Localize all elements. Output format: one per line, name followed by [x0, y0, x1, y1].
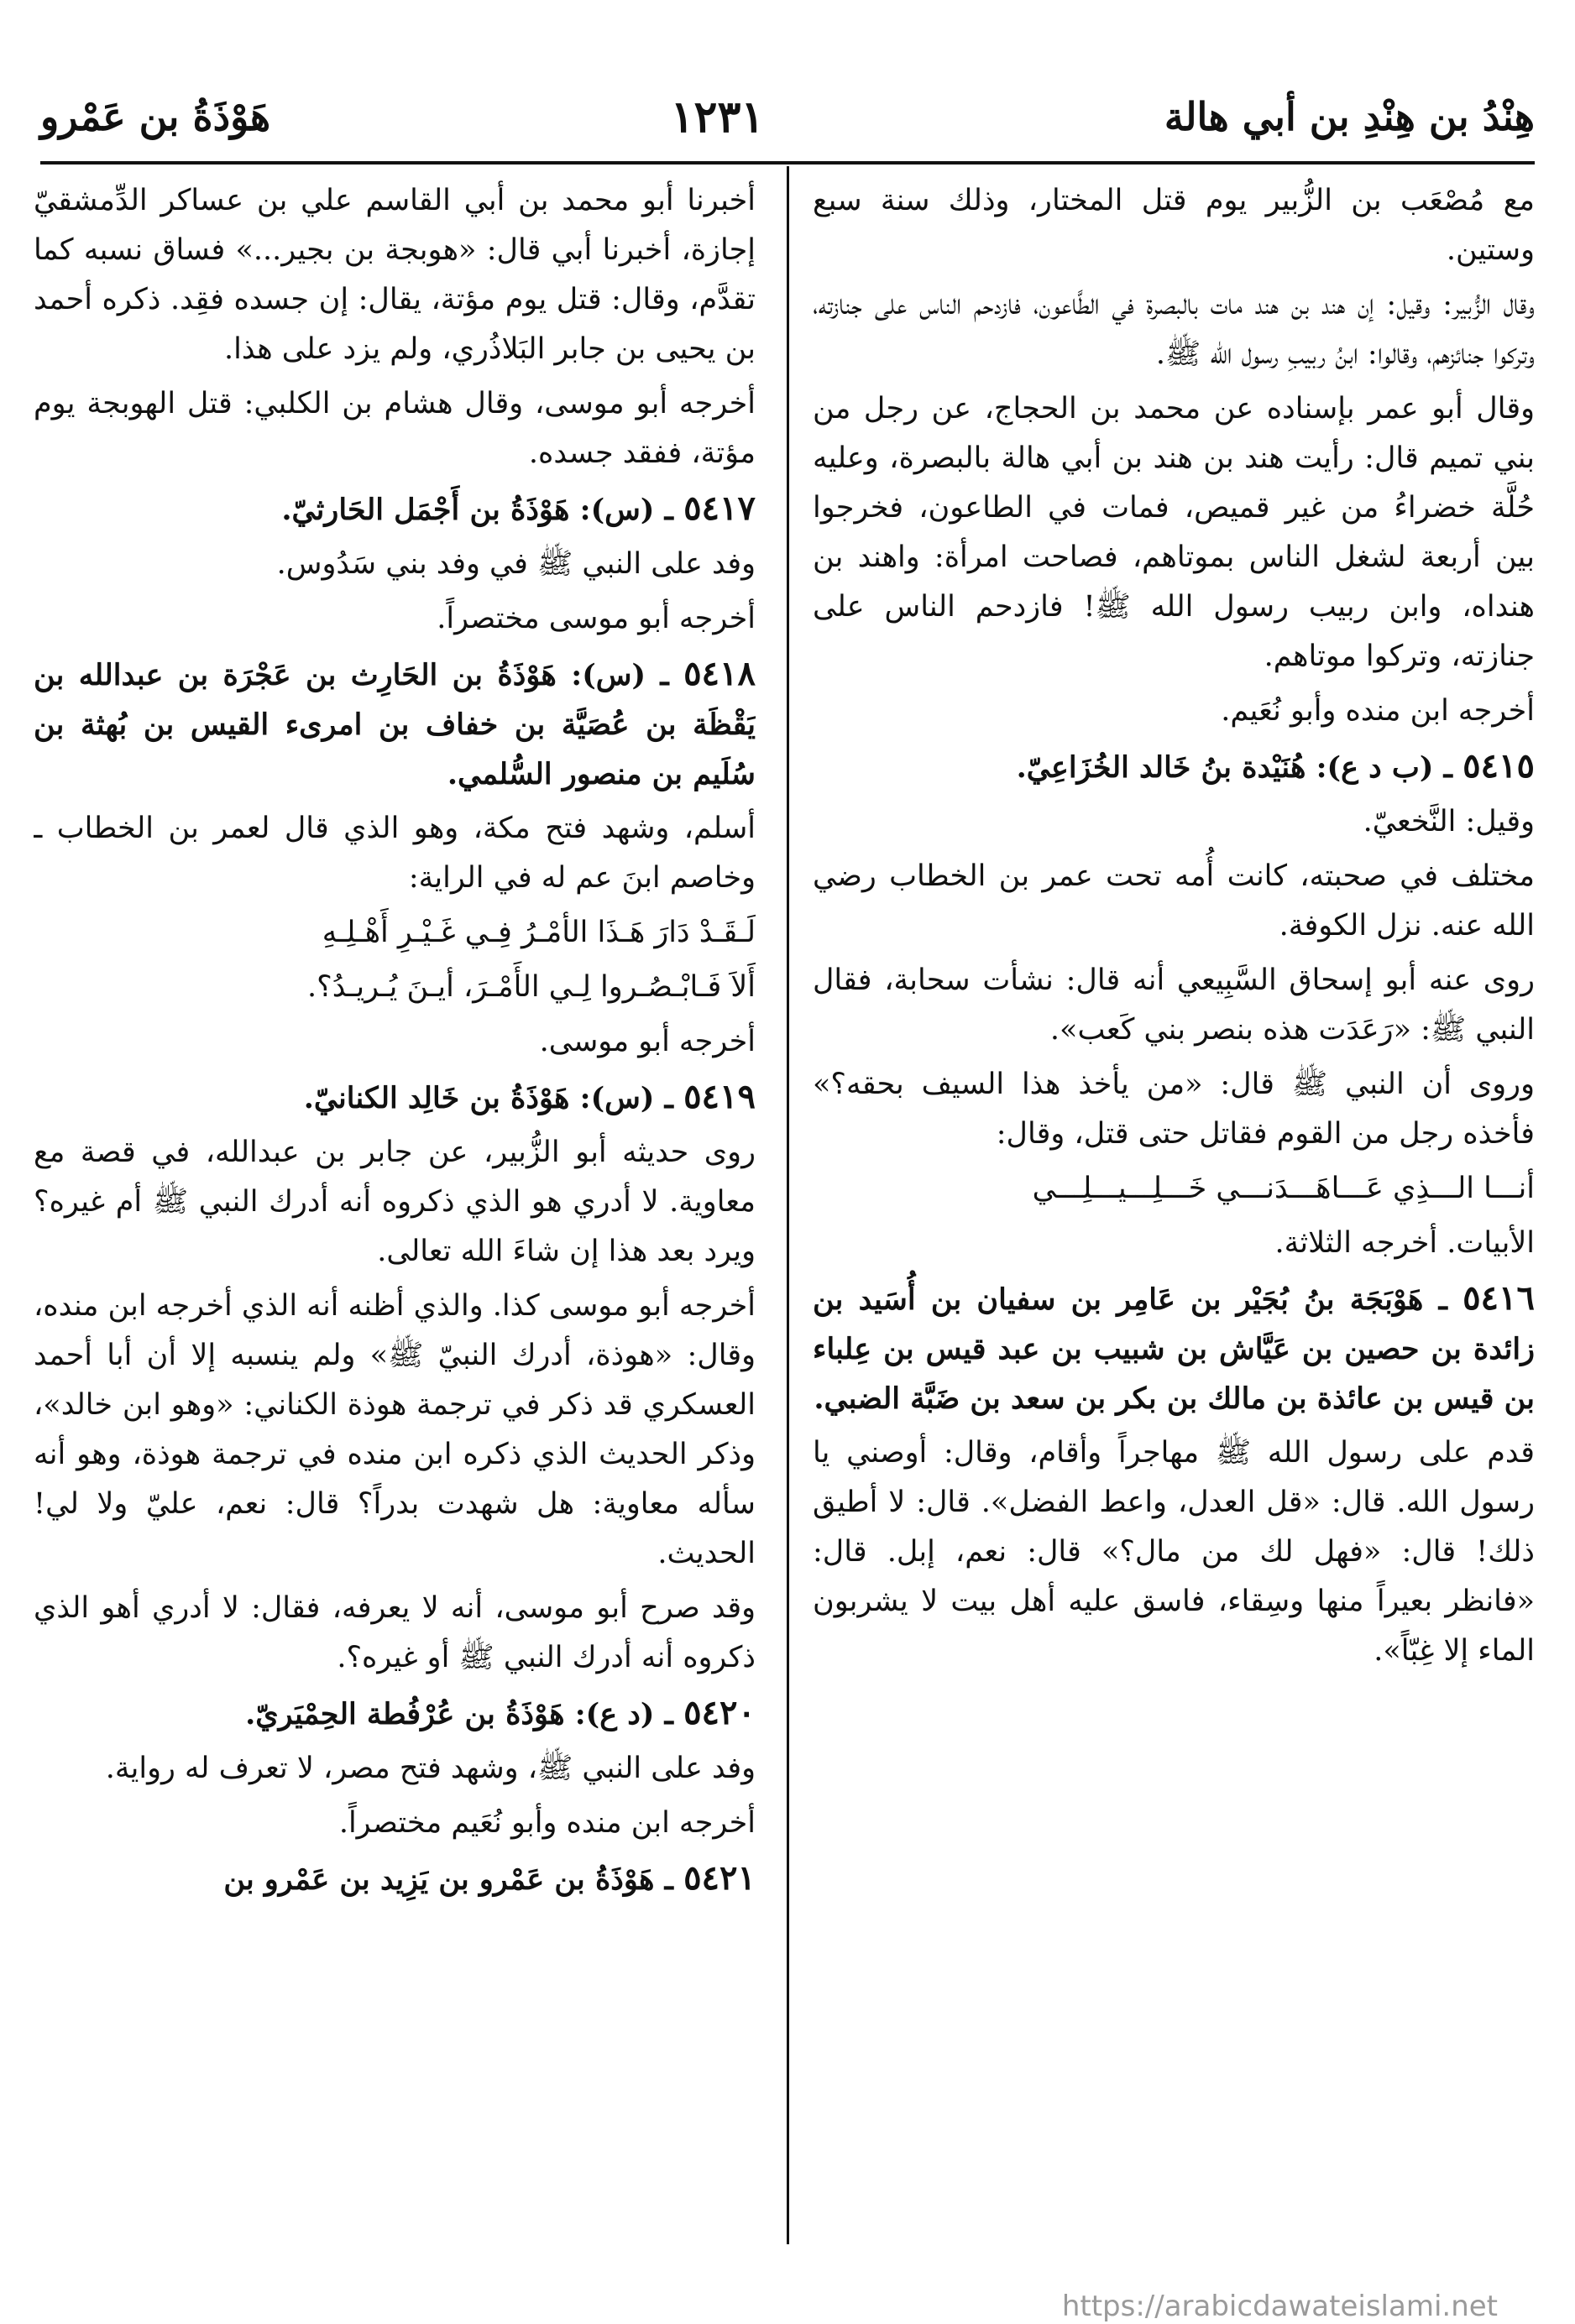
entry-title: ـ (د ع): هَوْذَةُ بن عُرْفُطة الحِمْيَريّ.	[245, 1697, 684, 1731]
running-title-right: هِنْدُ بن هِنْدِ بن أبي هالة	[1164, 94, 1535, 139]
entry-title: ـ (ب د ع): هُنَيْدة بنُ خَالد الخُزَاعِيّ.	[1016, 750, 1463, 785]
verse-line: لَـقَـدْ دَارَ هَـذَا الأمْـرُ فِـي غَـيْـرِ أَهْـلِـهِ	[322, 916, 756, 949]
paragraph: وفد على النبي ﷺ، وشهد فتح مصر، لا تعرف له رواية.	[105, 1752, 756, 1785]
entry-heading	[34, 649, 756, 799]
entry-title: ـ (س): هَوْذَةُ بن أَجْمَل الحَارثيّ.	[281, 493, 684, 527]
entry-number: ٥٤١٩	[683, 1077, 756, 1116]
paragraph: أخرجه ابن منده وأبو نُعَيم.	[1221, 694, 1535, 728]
paragraph: وفد على النبي ﷺ في وفد بني سَدُوس.	[276, 547, 756, 581]
page-number: ١٢٣١	[670, 91, 765, 143]
page-header	[40, 84, 1535, 149]
entry-title: ـ (س): هَوْذَةُ بن خَالِد الكنانيّ.	[303, 1081, 684, 1115]
entry-number: ٥٤٢٠	[683, 1693, 756, 1732]
paragraph: أخرجه أبو موسى مختصراً.	[437, 602, 756, 635]
paragraph: أخرجه ابن منده وأبو نُعَيم مختصراً.	[338, 1806, 756, 1840]
paragraph: أسلم، وشهد فتح مكة، وهو الذي قال لعمر بن الخطاب ـ وخاصم ابنَ عم له في الراية:	[34, 812, 756, 895]
entry-heading	[34, 1688, 756, 1739]
paragraph: قدم على رسول الله ﷺ مهاجراً وأقام، وقال: أوصني يا رسول الله. قال: «قل العدل، واعط الفضل». قال: لا أطيق ذلك! قال: «فهل لك من مال؟» قال: نعم، إبل. قال: «فانظر بعيراً منها وسِقاء، فاسق عليه أهل بيت لا يشربون الماء إلا غِبّاً».	[813, 1436, 1535, 1668]
paragraph: وقد صرح أبو موسى، أنه لا يعرفه، فقال: لا أدري أهو الذي ذكروه أنه أدرك النبي ﷺ أو غيره؟.	[34, 1591, 756, 1674]
paragraph: روى حديثه أبو الزُّبير، عن جابر بن عبدالله، في قصة مع معاوية. لا أدري هو الذي ذكروه أنه أدرك النبي ﷺ أم غيره؟ ويرد بعد هذا إن شاءَ الله تعالى.	[34, 1136, 756, 1268]
entry-number: ٥٤١٨	[683, 654, 756, 693]
entry-heading	[34, 1853, 756, 1904]
paragraph: أخرجه أبو موسى، وقال هشام بن الكلبي: قتل الهوبجة يوم مؤتة، ففقد جسده.	[34, 387, 756, 470]
entry-heading	[813, 1273, 1535, 1423]
entry-number: ٥٤١٧	[683, 488, 756, 528]
paragraph: وقال الزُّبير: وقيل: إن هند بن هند مات بالبصرة في الطَّاعون، فازدحم الناس على جنازته، وتركوا جنائزهم، وقالوا: ابنُ ربيبِ رسول الله ﷺ.	[813, 288, 1535, 371]
paragraph: مع مُصْعَب بن الزُّبير يوم قتل المختار، وذلك سنة سبع وستين.	[813, 184, 1535, 267]
paragraph: وقيل: النَّخعيّ.	[1363, 805, 1535, 838]
entry-number: ٥٤١٦	[1462, 1278, 1535, 1318]
entry-heading	[34, 1072, 756, 1123]
paragraph: أخبرنا أبو محمد بن أبي القاسم علي بن عساكر الدِّمشقيّ إجازة، أخبرنا أبي قال: «هوبجة بن بجير...» فساق نسبه كما تقدَّم، وقال: قتل يوم مؤتة، يقال: إن جسده فقِد. ذكره أحمد بن يحيى بن جابر البَلاذُري، ولم يزد على هذا.	[34, 184, 756, 366]
paragraph: أخرجه أبو موسى كذا. والذي أظنه أنه الذي أخرجه ابن منده، وقال: «هوذة، أدرك النبيّ ﷺ» ولم ينسبه إلا أن أبا أحمد العسكري قد ذكر في ترجمة هوذة الكناني: «وهو ابن خالد»، وذكر الحديث الذي ذكره ابن منده في ترجمة هوذة، وهو أنه سأله معاوية: هل شهدت بدراً؟ قال: نعم، عليّ ولا لي! الحديث.	[34, 1289, 756, 1570]
right-column	[813, 176, 1535, 2249]
entry-title: ـ (س): هَوْذَةُ بن الحَارِث بن عَجْرَة بن عبدالله بن يَقْظَة بن عُصَيَّة بن خفاف بن امرىء القيس بن بُهثة بن سُلَيم بن منصور السُّلمي.	[34, 658, 756, 791]
paragraph: أخرجه أبو موسى.	[539, 1025, 756, 1058]
column-divider	[787, 166, 789, 2244]
paragraph: وقال أبو عمر بإسناده عن محمد بن الحجاج، عن رجل من بني تميم قال: رأيت هند بن هند بن أبي هالة بالبصرة، وعليه حُلَّة خضراءُ من غير قميص، فمات في الطاعون، فخرجوا بين أربعة لشغل الناس بموتاهم، فصاحت امرأة: واهند بن هنداه، وابن ربيب رسول الله ﷺ! فازدحم الناس على جنازته، وتركوا موتاهم.	[813, 392, 1535, 673]
paragraph: مختلف في صحبته، كانت أُمه تحت عمر بن الخطاب رضي الله عنه. نزل الكوفة.	[813, 859, 1535, 943]
entry-title: ـ هَوْبَجَة بنُ بُجَيْر بن عَامِر بن سفيان بن أُسَيد بن زائدة بن حصين بن عَيَّاش بن شبيب بن عبد قيس بن عِلباء بن قيس بن عائذة بن مالك بن بكر بن سعد بن ضَبَّة الضبي.	[813, 1282, 1535, 1416]
verse-line: أَلاَ فَـابْـصُـروا لِـي الأَمْـرَ، أيـنَ يُـريـدُ؟.	[307, 970, 756, 1004]
entry-heading	[34, 483, 756, 535]
paragraph: وروى أن النبي ﷺ قال: «من يأخذ هذا السيف بحقه؟» فأخذه رجل من القوم فقاتل حتى قتل، وقال:	[813, 1068, 1535, 1151]
left-column	[34, 176, 756, 2249]
paragraph: روى عنه أبو إسحاق السَّبِيعي أنه قال: نشأت سحابة، فقال النبي ﷺ: «رَعَدَت هذه بنصر بني كَعب».	[813, 964, 1535, 1047]
entry-heading	[813, 741, 1535, 792]
entry-number: ٥٤٢١	[683, 1858, 756, 1898]
paragraph: الأبيات. أخرجه الثلاثة.	[1274, 1226, 1535, 1260]
watermark: https://arabicdawateislami.net	[1061, 2290, 1498, 2323]
running-title-left: هَوْذَةُ بن عَمْرو	[40, 94, 271, 139]
header-rule	[40, 161, 1535, 165]
entry-title: ـ هَوْذَةُ بن عَمْرو بن يَزِيد بن عَمْرو بن	[223, 1862, 684, 1897]
verse-line: أنـــا الـــذِي عَـــاهَـــدَنـــي خَـــلِـــيـــلِـــي	[1032, 1172, 1535, 1205]
entry-number: ٥٤١٥	[1462, 746, 1535, 786]
